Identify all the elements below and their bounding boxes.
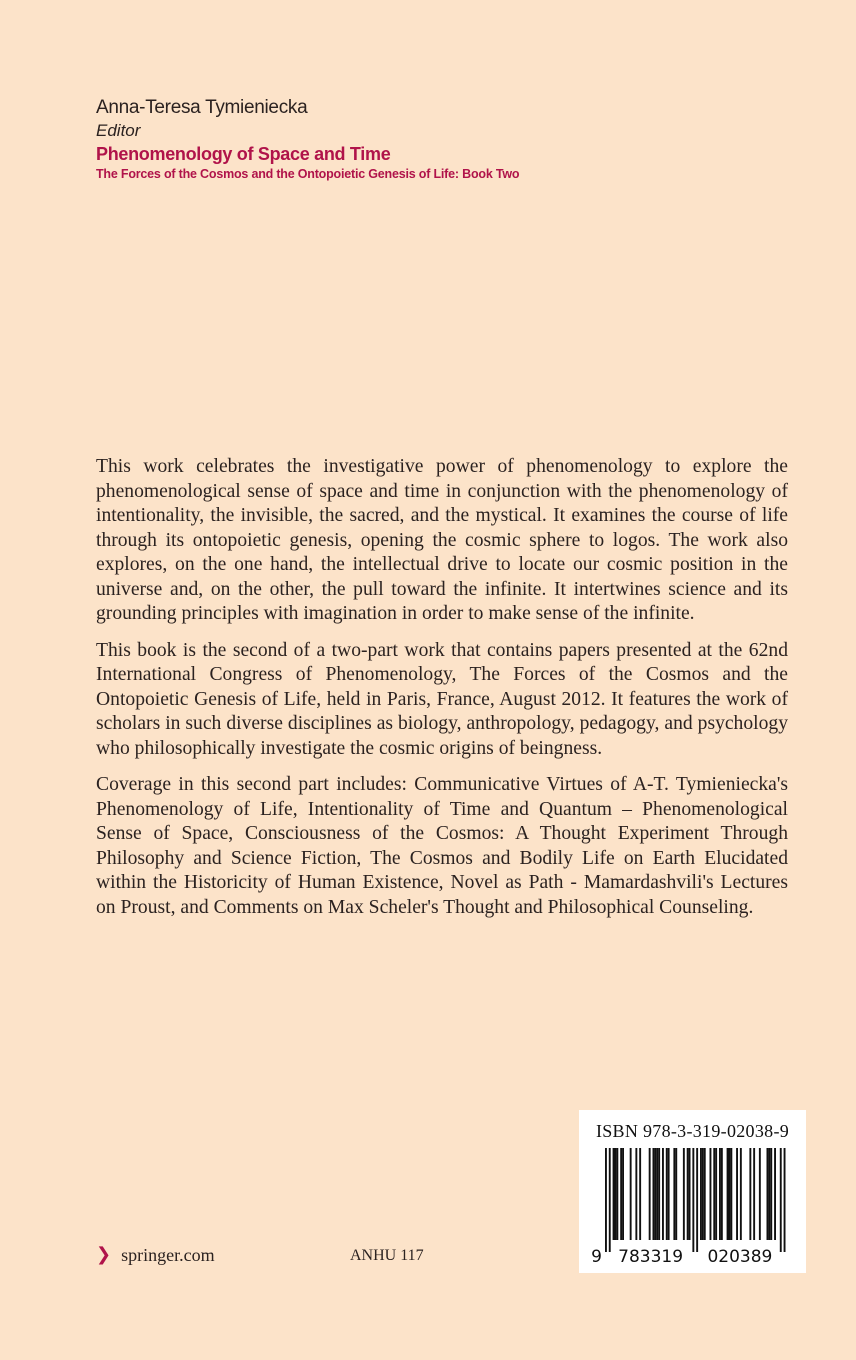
- author-name: Anna-Teresa Tymieniecka: [96, 97, 308, 118]
- barcode-bar: [666, 1148, 668, 1240]
- barcode-bar: [692, 1148, 694, 1252]
- barcode-bar: [729, 1148, 731, 1240]
- barcode-bar: [662, 1148, 664, 1240]
- editor-role: Editor: [96, 121, 141, 140]
- barcode-bar: [696, 1148, 698, 1252]
- publisher-link[interactable]: [96, 1244, 215, 1266]
- barcode-bar: [759, 1148, 761, 1240]
- blurb-paragraph: This book is the second of a two-part work that contains papers presented at the 62nd International Congress of Phenomenology, The Forces of the Cosmos and the Ontopoietic Genesis of Life, held in Paris, France, August 2012. It features the work of scholars in such diverse disciplines as biology, anthropology, pedagogy, and psychology who philosophically investigate the cosmic origins of beingness.: [96, 639, 788, 759]
- barcode-bar: [727, 1148, 729, 1240]
- barcode-bar: [736, 1148, 738, 1240]
- barcode-bar: [653, 1148, 655, 1240]
- barcode-bar: [721, 1148, 723, 1240]
- barcode-bar: [768, 1148, 770, 1240]
- barcode-bar: [689, 1148, 691, 1240]
- barcode-bar: [713, 1148, 715, 1240]
- barcode-bar: [635, 1148, 637, 1240]
- barcode-bar: [620, 1148, 622, 1240]
- barcode-bar: [749, 1148, 751, 1240]
- barcode-bar: [615, 1148, 617, 1240]
- barcode-bar: [630, 1148, 632, 1240]
- barcode-bar: [639, 1148, 641, 1240]
- isbn-label: ISBN 978-3-319-02038-9: [595, 1121, 790, 1141]
- barcode-bar: [780, 1148, 782, 1252]
- barcode-bar: [656, 1148, 658, 1240]
- publisher-website[interactable]: springer.com: [121, 1245, 215, 1265]
- barcode-bar: [702, 1148, 704, 1240]
- barcode-bar: [715, 1148, 717, 1240]
- barcode-bar: [730, 1148, 732, 1240]
- barcode-digits: 783319: [618, 1247, 684, 1267]
- barcode-image: [593, 1148, 793, 1268]
- cover-header: [96, 96, 796, 182]
- barcode-digits: 020389: [707, 1247, 773, 1267]
- chevron-right-icon: ❯: [96, 1244, 112, 1265]
- barcode-bar: [767, 1148, 769, 1240]
- barcode-bar: [668, 1148, 670, 1240]
- barcode-bar: [700, 1148, 702, 1240]
- barcode-bar: [613, 1148, 615, 1240]
- isbn-barcode-box: [579, 1110, 806, 1273]
- barcode-bar: [649, 1148, 651, 1240]
- barcode-bar: [774, 1148, 776, 1240]
- barcode-bar: [658, 1148, 660, 1240]
- back-cover-blurb: [96, 455, 788, 932]
- blurb-paragraph: This work celebrates the investigative power of phenomenology to explore the phenomenological sense of space and time in conjunction with the phenomenology of intentionality, the invisible, the sacred, and the mystical. It examines the course of life through its ontopoietic genesis, opening the cosmic sphere to logos. The work also explores, on the one hand, the intellectual drive to locate our cosmic position in the universe and, on the other, the pull toward the infinite. It intertwines science and its grounding principles with imagination in order to make sense of the infinite.: [96, 456, 788, 624]
- series-code: ANHU 117: [350, 1247, 424, 1264]
- barcode-bar: [719, 1148, 721, 1240]
- book-subtitle: The Forces of the Cosmos and the Ontopoietic Genesis of Life: Book Two: [96, 167, 520, 181]
- barcode-digits: 9: [591, 1247, 602, 1267]
- barcode-bar: [740, 1148, 742, 1240]
- barcode-bar: [616, 1148, 618, 1240]
- barcode-bar: [784, 1148, 786, 1252]
- barcode-bar: [710, 1148, 712, 1240]
- barcode-bar: [675, 1148, 677, 1240]
- blurb-paragraph: Coverage in this second part includes: Communicative Virtues of A-T. Tymieniecka's Phenomenology of Life, Intentionality of Time and Quantum – Phenomenological Sense of Space, Consciousness of the Cosmos: A Thought Experiment Through Philosophy and Science Fiction, The Cosmos and Bodily Life on Earth Elucidated within the Historicity of Human Existence, Novel as Path - Mamardashvili's Lectures on Proust, and Comments on Max Scheler's Thought and Philosophical Counseling.: [96, 774, 788, 918]
- barcode-bar: [654, 1148, 656, 1240]
- barcode-bar: [687, 1148, 689, 1240]
- book-title: Phenomenology of Space and Time: [96, 144, 391, 164]
- barcode-bar: [605, 1148, 607, 1252]
- barcode-bar: [770, 1148, 772, 1240]
- barcode-bar: [622, 1148, 624, 1240]
- barcode-bar: [609, 1148, 611, 1252]
- barcode-bar: [704, 1148, 706, 1240]
- barcode-bar: [753, 1148, 755, 1240]
- barcode-bar: [683, 1148, 685, 1240]
- barcode-bar: [673, 1148, 675, 1240]
